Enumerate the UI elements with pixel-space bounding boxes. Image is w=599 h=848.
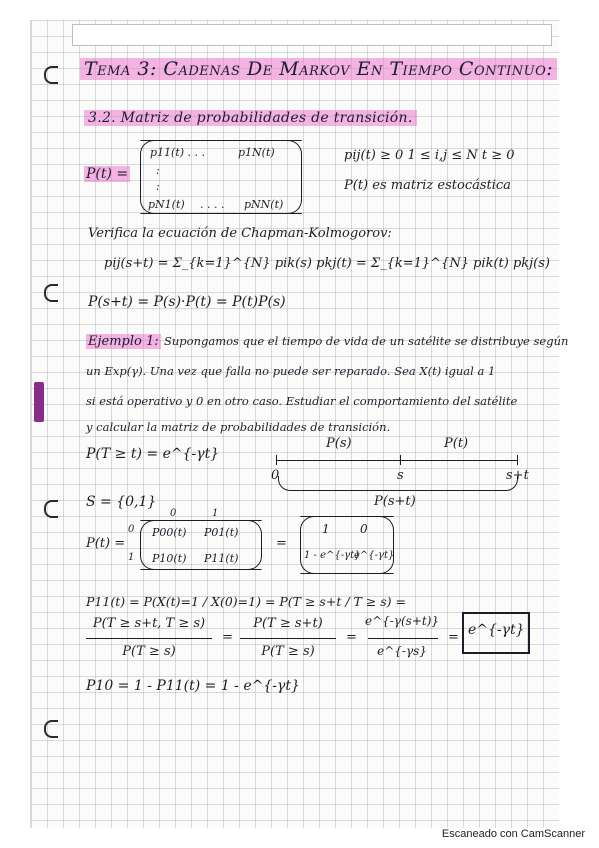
col-label-1: 1 (212, 508, 219, 519)
frac1-numerator: P(T ≥ s+t, T ≥ s) (92, 616, 206, 631)
example-line1: Supongamos que el tiempo de vida de un satélite se distribuye según (164, 334, 569, 348)
condition-nonnegative: pij(t) ≥ 0 1 ≤ i,j ≤ N t ≥ 0 (344, 148, 515, 163)
matrix-rowN-mid: . . . . (200, 198, 225, 211)
example-label: Ejemplo 1: (88, 334, 159, 349)
example-line4: y calcular la matriz de probabilidades de transición. (86, 420, 391, 434)
value-v00: 1 (322, 522, 330, 536)
timeline-tick-end (517, 455, 518, 465)
timeline-brace-label: P(s+t) (374, 494, 416, 509)
frac2-bar (240, 638, 336, 639)
ck-equation: pij(s+t) = Σ_{k=1}^{N} pik(s) pkj(t) = Σ_{k=1}^{N} pik(t) pkj(s) (104, 256, 550, 271)
frac-equals-2: = (346, 630, 357, 645)
state-space: S = {0,1} (86, 494, 157, 510)
page-header-box (72, 24, 552, 46)
timeline-start-label: 0 (271, 468, 280, 483)
frac1-denominator: P(T ≥ s) (122, 644, 176, 659)
value-v11: e^{-γt} (354, 550, 395, 561)
frac3-numerator: e^{-γ(s+t)} (364, 614, 440, 628)
frac2-denominator: P(T ≥ s) (261, 644, 315, 659)
value-v01: 0 (360, 522, 368, 536)
timeline-tick-start (276, 455, 277, 465)
entry-p00: P00(t) (152, 526, 187, 539)
entry-p01: P01(t) (204, 526, 239, 539)
ck-matrix-form: P(s+t) = P(s)·P(t) = P(t)P(s) (88, 294, 286, 310)
row-label-1: 1 (128, 552, 135, 563)
condition-stochastic: P(t) es matriz estocástica (344, 178, 511, 193)
example-line2: un Exp(γ). Una vez que falla no puede ser reparado. Sea X(t) igual a 1 (86, 364, 496, 378)
p11-derivation: P11(t) = P(X(t)=1 / X(0)=1) = P(T ≥ s+t / T ≥ s) = (86, 594, 407, 609)
survival-function: P(T ≥ t) = e^{-γt} (86, 446, 220, 462)
binder-hole (44, 500, 58, 518)
scanner-watermark: Escaneado con CamScanner (441, 828, 585, 840)
timeline-mid-label: s (397, 468, 404, 483)
matrix-lhs: P(t) = (86, 166, 129, 182)
row-label-0: 0 (128, 524, 135, 535)
matrix-row1-right: p1N(t) (238, 146, 275, 159)
timeline-tick-mid (400, 455, 401, 465)
timeline-brace (278, 476, 518, 491)
entry-p10: P10(t) (152, 552, 187, 565)
ck-intro: Verifica la ecuación de Chapman-Kolmogorov: (88, 226, 392, 241)
binder-hole (44, 284, 58, 302)
timeline-end-label: s+t (506, 468, 529, 483)
example-matrix-lhs: P(t) = (86, 536, 126, 551)
frac2-numerator: P(T ≥ s+t) (253, 616, 323, 631)
timeline-seg2-label: P(t) (444, 436, 469, 451)
matrix-row1-left: p11(t) . . . (150, 146, 206, 159)
page-title: Tema 3: Cadenas De Markov En Tiempo Continuo: (80, 58, 557, 80)
result-value: e^{-γt} (468, 622, 525, 638)
matrix-rowN-left: pN1(t) (148, 198, 185, 211)
section-heading: 3.2. Matriz de probabilidades de transición. (84, 110, 417, 126)
frac3-bar (368, 638, 438, 639)
value-v10: 1 - e^{-γt} (304, 550, 361, 561)
matrix-vdots: : (156, 164, 160, 177)
example-line3: si está operativo y 0 en otro caso. Estudiar el comportamiento del satélite (86, 394, 518, 408)
frac1-bar (86, 638, 212, 639)
p10-line: P10 = 1 - P11(t) = 1 - e^{-γt} (86, 678, 300, 694)
frac-equals-1: = (222, 630, 233, 645)
matrix-rowN-right: pNN(t) (244, 198, 284, 211)
binder-hole (44, 720, 58, 738)
entry-p11: P11(t) (204, 552, 239, 565)
page-tab-marker (34, 382, 44, 422)
frac3-denominator: e^{-γs} (377, 644, 427, 658)
timeline-seg1-label: P(s) (326, 436, 352, 451)
matrix-vdots: : (156, 180, 160, 193)
timeline-axis (276, 460, 518, 461)
matrix-equals: = (276, 536, 287, 551)
frac-equals-3: = (448, 630, 459, 645)
value-matrix-right-bracket (300, 516, 394, 574)
binder-hole (44, 66, 58, 84)
col-label-0: 0 (170, 508, 177, 519)
